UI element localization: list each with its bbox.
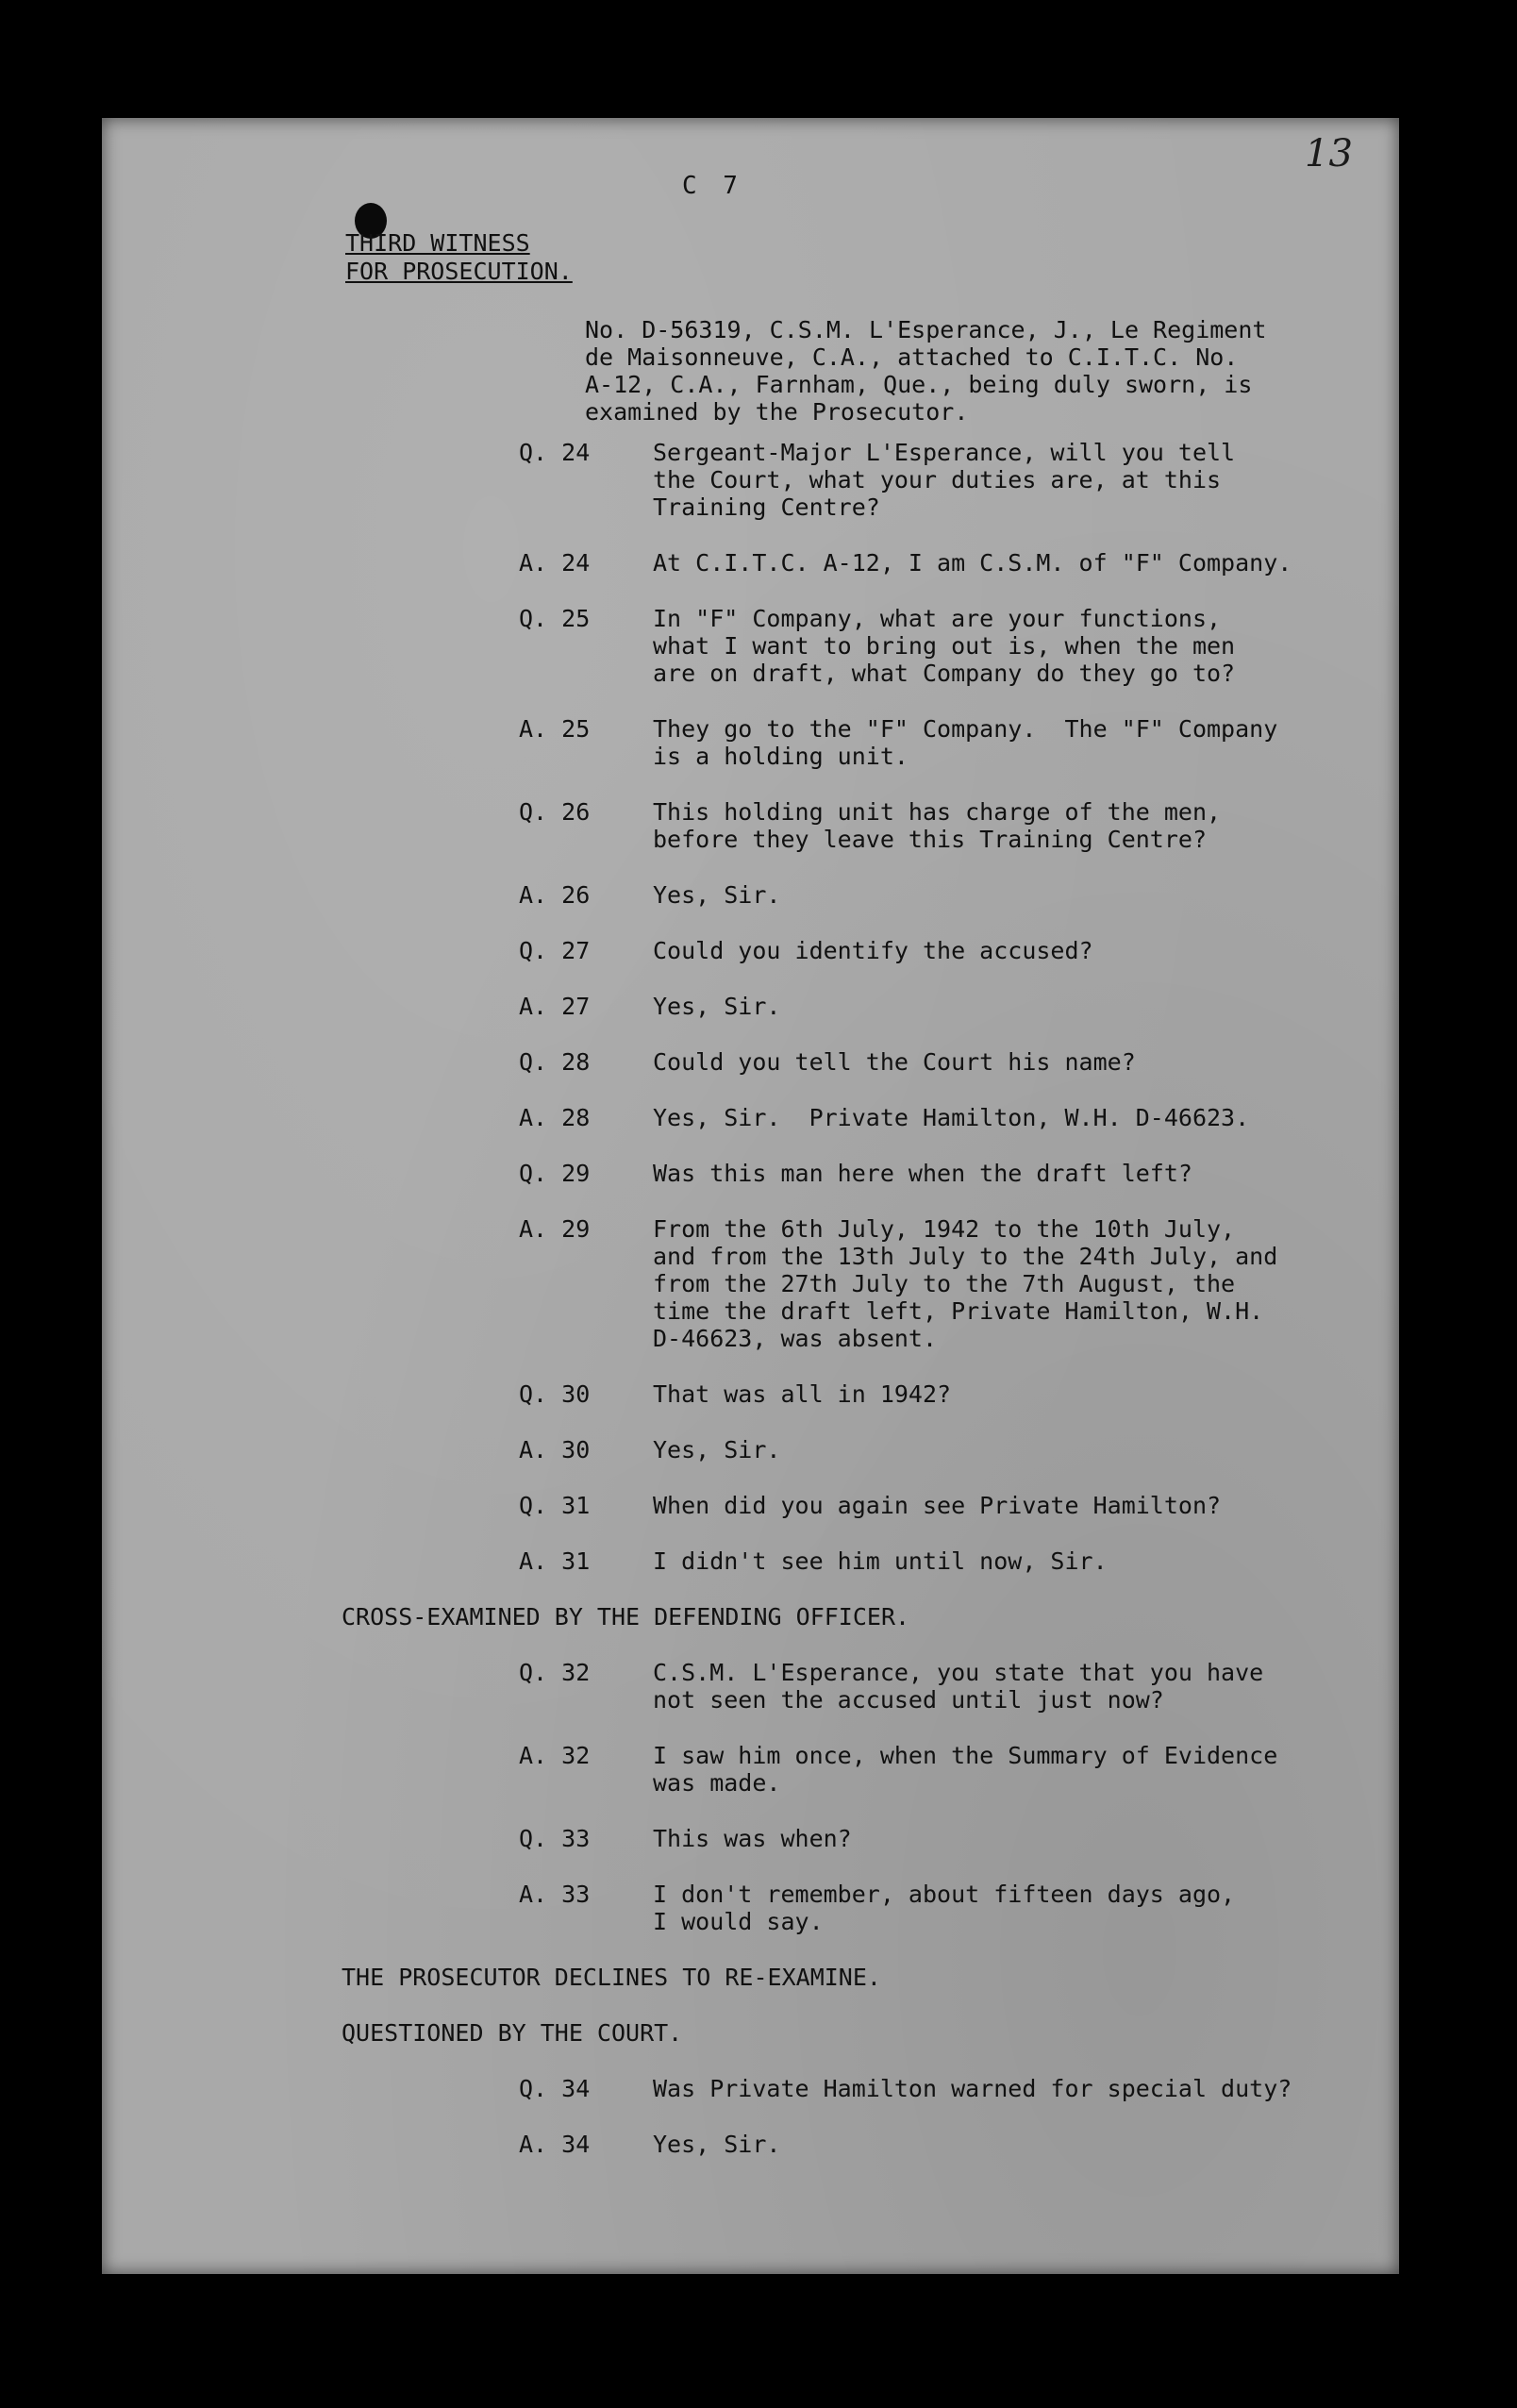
- witness-introduction: [585, 316, 1377, 426]
- text-line: I would say.: [653, 1908, 824, 1935]
- section-heading: THE PROSECUTOR DECLINES TO RE-EXAMINE.: [342, 1964, 881, 1991]
- text-line: That was all in 1942?: [653, 1380, 952, 1408]
- question-number: Q. 28: [519, 1048, 591, 1076]
- answer-number: A. 32: [519, 1742, 591, 1769]
- text-line: This was when?: [653, 1825, 852, 1852]
- text-line: Was this man here when the draft left?: [653, 1160, 1192, 1187]
- question-entry: [519, 798, 1387, 853]
- question-text: [653, 1160, 1398, 1187]
- answer-text: [653, 1104, 1398, 1131]
- answer-entry: [519, 549, 1387, 577]
- answer-entry: [519, 1547, 1387, 1575]
- text-line: are on draft, what Company do they go to?: [653, 660, 1236, 687]
- text-line: Yes, Sir.: [653, 1436, 781, 1463]
- question-number: Q. 34: [519, 2075, 591, 2102]
- text-line: Could you tell the Court his name?: [653, 1048, 1136, 1076]
- intro-line: de Maisonneuve, C.A., attached to C.I.T.C. No.: [585, 343, 1239, 371]
- answer-text: [653, 1547, 1398, 1575]
- text-line: is a holding unit.: [653, 743, 909, 770]
- question-text: [653, 937, 1398, 964]
- answer-number: A. 34: [519, 2131, 591, 2158]
- text-line: They go to the "F" Company. The "F" Company: [653, 715, 1278, 743]
- answer-number: A. 28: [519, 1104, 591, 1131]
- question-number: Q. 33: [519, 1825, 591, 1852]
- answer-text: [653, 2131, 1398, 2158]
- text-line: This holding unit has charge of the men,: [653, 798, 1222, 826]
- question-text: [653, 439, 1398, 521]
- question-entry: [519, 605, 1387, 687]
- section-heading: QUESTIONED BY THE COURT.: [342, 2019, 683, 2047]
- text-line: time the draft left, Private Hamilton, W.H.: [653, 1297, 1264, 1325]
- answer-entry: [519, 881, 1387, 909]
- answer-text: [653, 1742, 1398, 1797]
- text-line: When did you again see Private Hamilton?: [653, 1492, 1222, 1519]
- answer-entry: [519, 715, 1387, 770]
- question-entry: [519, 1825, 1387, 1852]
- intro-line: A-12, C.A., Farnham, Que., being duly sworn, is: [585, 371, 1253, 398]
- text-line: Yes, Sir. Private Hamilton, W.H. D-46623.: [653, 1104, 1250, 1131]
- text-line: In "F" Company, what are your functions,: [653, 605, 1222, 632]
- question-entry: [519, 439, 1387, 521]
- text-line: and from the 13th July to the 24th July, and: [653, 1243, 1278, 1270]
- answer-text: [653, 549, 1398, 577]
- text-line: I saw him once, when the Summary of Evidence: [653, 1742, 1278, 1769]
- text-line: the Court, what your duties are, at this: [653, 466, 1222, 493]
- question-text: [653, 1825, 1398, 1852]
- question-number: Q. 30: [519, 1380, 591, 1408]
- question-entry: [519, 1160, 1387, 1187]
- text-line: was made.: [653, 1769, 781, 1797]
- answer-number: A. 24: [519, 549, 591, 577]
- text-line: what I want to bring out is, when the men: [653, 632, 1236, 660]
- text-line: Yes, Sir.: [653, 881, 781, 909]
- answer-entry: [519, 1881, 1387, 1935]
- section-heading: CROSS-EXAMINED BY THE DEFENDING OFFICER.: [342, 1603, 910, 1630]
- witness-heading: [345, 229, 573, 286]
- question-text: [653, 605, 1398, 687]
- answer-entry: [519, 1436, 1387, 1463]
- question-number: Q. 27: [519, 937, 591, 964]
- question-number: Q. 31: [519, 1492, 591, 1519]
- question-number: Q. 25: [519, 605, 591, 632]
- intro-line: No. D-56319, C.S.M. L'Esperance, J., Le Regiment: [585, 316, 1267, 343]
- text-line: I don't remember, about fifteen days ago,: [653, 1881, 1236, 1908]
- question-number: Q. 32: [519, 1659, 591, 1686]
- text-line: Sergeant-Major L'Esperance, will you tell: [653, 439, 1236, 466]
- text-line: not seen the accused until just now?: [653, 1686, 1164, 1714]
- question-text: [653, 2075, 1398, 2102]
- answer-number: A. 25: [519, 715, 591, 743]
- text-line: I didn't see him until now, Sir.: [653, 1547, 1108, 1575]
- answer-number: A. 33: [519, 1881, 591, 1908]
- question-text: [653, 1492, 1398, 1519]
- text-line: from the 27th July to the 7th August, the: [653, 1270, 1236, 1297]
- text-line: before they leave this Training Centre?: [653, 826, 1207, 853]
- question-text: [653, 798, 1398, 853]
- question-entry: [519, 937, 1387, 964]
- question-text: [653, 1380, 1398, 1408]
- intro-line: examined by the Prosecutor.: [585, 398, 969, 426]
- text-line: Yes, Sir.: [653, 2131, 781, 2158]
- question-entry: [519, 1659, 1387, 1714]
- handwritten-page-number: 13: [1305, 132, 1353, 176]
- question-entry: [519, 2075, 1387, 2102]
- answer-number: A. 27: [519, 993, 591, 1020]
- answer-text: [653, 715, 1398, 770]
- answer-entry: [519, 1742, 1387, 1797]
- text-line: D-46623, was absent.: [653, 1325, 938, 1352]
- witness-heading-line: THIRD WITNESS: [345, 229, 530, 257]
- answer-number: A. 31: [519, 1547, 591, 1575]
- question-number: Q. 24: [519, 439, 591, 466]
- question-number: Q. 26: [519, 798, 591, 826]
- question-entry: [519, 1492, 1387, 1519]
- answer-entry: [519, 1215, 1387, 1352]
- answer-entry: [519, 1104, 1387, 1131]
- answer-entry: [519, 2131, 1387, 2158]
- answer-text: [653, 881, 1398, 909]
- text-line: From the 6th July, 1942 to the 10th July,: [653, 1215, 1236, 1243]
- answer-entry: [519, 993, 1387, 1020]
- answer-text: [653, 1215, 1398, 1352]
- question-entry: [519, 1048, 1387, 1076]
- answer-number: A. 29: [519, 1215, 591, 1243]
- question-text: [653, 1048, 1398, 1076]
- text-line: C.S.M. L'Esperance, you state that you have: [653, 1659, 1264, 1686]
- text-line: At C.I.T.C. A-12, I am C.S.M. of "F" Company.: [653, 549, 1292, 577]
- witness-heading-line: FOR PROSECUTION.: [345, 258, 573, 285]
- document-page: [102, 118, 1399, 2274]
- text-line: Training Centre?: [653, 493, 880, 521]
- text-line: Yes, Sir.: [653, 993, 781, 1020]
- text-line: Could you identify the accused?: [653, 937, 1093, 964]
- question-number: Q. 29: [519, 1160, 591, 1187]
- page-number: C 7: [682, 172, 743, 200]
- answer-text: [653, 1881, 1398, 1935]
- answer-number: A. 30: [519, 1436, 591, 1463]
- answer-number: A. 26: [519, 881, 591, 909]
- text-line: Was Private Hamilton warned for special duty?: [653, 2075, 1292, 2102]
- question-text: [653, 1659, 1398, 1714]
- question-entry: [519, 1380, 1387, 1408]
- answer-text: [653, 1436, 1398, 1463]
- answer-text: [653, 993, 1398, 1020]
